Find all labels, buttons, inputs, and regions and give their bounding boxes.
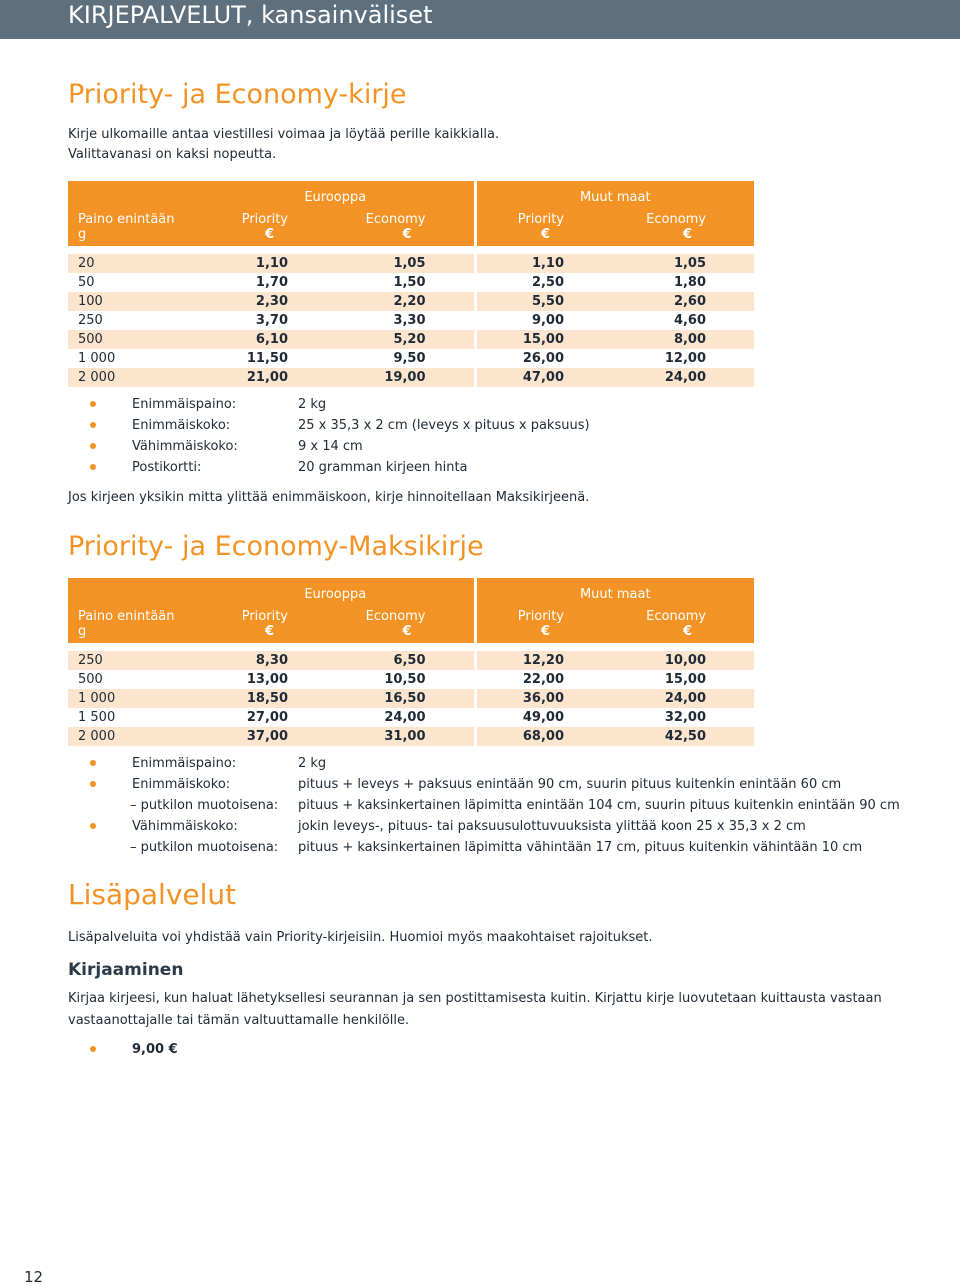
subsection-title-registered: Kirjaaminen	[68, 960, 184, 980]
price-cell: 9,50	[393, 351, 426, 366]
price-cell: 15,00	[475, 330, 612, 349]
spec-value: pituus + leveys + paksuus enintään 90 cm, suurin pituus kuitenkin enintään 60 cm	[298, 777, 842, 792]
price-cell: 18,50	[197, 689, 336, 708]
price-cell: 1,50	[393, 275, 426, 290]
price-cell: 42,50	[612, 727, 754, 746]
weight-cell: 500	[78, 672, 103, 687]
table-row	[68, 368, 754, 387]
weight-cell: 2 000	[68, 727, 197, 746]
section-intro-line-2: Valittavanasi on kaksi nopeutta.	[68, 147, 277, 162]
table-row	[68, 670, 754, 689]
section-title-maxi: Priority- ja Economy-Maksikirje	[68, 531, 484, 562]
table-row	[68, 330, 754, 349]
table-row	[68, 651, 754, 670]
spec-key: Enimmäispaino:	[132, 756, 237, 771]
header-empty	[68, 181, 197, 205]
table-row	[68, 727, 754, 746]
currency-symbol: €	[197, 227, 336, 246]
col-economy-eu: Economy	[336, 205, 475, 227]
spec-key: Postikortti:	[132, 460, 202, 475]
bullet-icon	[90, 823, 96, 829]
currency-symbol: €	[612, 624, 754, 643]
header-bar	[0, 0, 960, 39]
price-cell: 21,00	[197, 368, 336, 387]
bullet-icon	[90, 760, 96, 766]
price-cell: 12,00	[664, 351, 707, 366]
group-other-countries: Muut maat	[475, 578, 754, 602]
price-cell: 2,30	[197, 292, 336, 311]
price-cell: 19,00	[336, 368, 475, 387]
bullet-icon	[90, 781, 96, 787]
price-cell: 1,10	[197, 254, 336, 273]
table-row	[68, 254, 754, 273]
section-title-extra-services: Lisäpalvelut	[68, 878, 237, 911]
price-cell: 2,20	[336, 292, 475, 311]
table-row	[68, 349, 754, 368]
spec-key: Enimmäiskoko:	[132, 777, 231, 792]
currency-symbol: €	[336, 227, 475, 246]
spec-value: 25 x 35,3 x 2 cm (leveys x pituus x paksuus)	[298, 418, 590, 433]
page-title: KIRJEPALVELUT, kansainväliset	[68, 1, 433, 29]
col-priority-other: Priority	[475, 205, 612, 227]
col-priority-eu: Priority	[197, 602, 336, 624]
spec-value: pituus + kaksinkertainen läpimitta vähintään 17 cm, pituus kuitenkin vähintään 10 cm	[298, 840, 863, 855]
bullet-icon	[90, 464, 96, 470]
weight-label: Paino enintään	[68, 205, 197, 227]
price-cell: 36,00	[475, 689, 612, 708]
price-cell: 9,00	[475, 311, 612, 330]
col-priority-eu: Priority	[197, 205, 336, 227]
weight-cell: 1 500	[78, 710, 116, 725]
price-cell: 2,50	[475, 273, 612, 292]
price-cell: 8,30	[197, 651, 336, 670]
weight-cell: 50	[78, 275, 95, 290]
price-cell: 22,00	[475, 670, 612, 689]
section-intro-line-1: Kirje ulkomaille antaa viestillesi voimaa ja löytää perille kaikkialla.	[68, 127, 500, 142]
weight-cell: 1 000	[68, 689, 197, 708]
spec-value: 9 x 14 cm	[298, 439, 363, 454]
price-cell: 47,00	[475, 368, 612, 387]
spec-value: jokin leveys-, pituus- tai paksuusulottuvuuksista ylittää koon 25 x 35,3 x 2 cm	[298, 819, 806, 834]
price-cell: 27,00	[246, 710, 288, 725]
weight-cell: 20	[68, 254, 197, 273]
bullet-icon	[90, 443, 96, 449]
maxi-note: Jos kirjeen yksikin mitta ylittää enimmäiskoon, kirje hinnoitellaan Maksikirjeenä.	[68, 490, 590, 505]
price-cell: 31,00	[336, 727, 475, 746]
weight-cell: 1 000	[78, 351, 116, 366]
spec-key: Vähimmäiskoko:	[132, 819, 238, 834]
weight-label: Paino enintään	[68, 602, 197, 624]
price-cell: 1,10	[475, 254, 612, 273]
extra-services-intro: Lisäpalveluita voi yhdistää vain Priority-kirjeisiin. Huomioi myös maakohtaiset rajoitukset.	[68, 930, 653, 945]
col-economy-other: Economy	[612, 602, 754, 624]
currency-symbol: €	[475, 624, 612, 643]
spec-key: – putkilon muotoisena:	[130, 840, 279, 855]
price-cell: 1,70	[255, 275, 288, 290]
currency-symbol: €	[336, 624, 475, 643]
price-cell: 10,00	[612, 651, 754, 670]
price-cell: 5,20	[336, 330, 475, 349]
price-cell: 8,00	[612, 330, 754, 349]
registered-price: 9,00 €	[132, 1042, 178, 1057]
bullet-icon	[90, 1046, 96, 1052]
weight-cell: 250	[78, 313, 103, 328]
spec-key: Vähimmäiskoko:	[132, 439, 238, 454]
group-europe: Eurooppa	[197, 181, 475, 205]
currency-symbol: €	[197, 624, 336, 643]
table-row	[68, 292, 754, 311]
spec-value: pituus + kaksinkertainen läpimitta enintään 104 cm, suurin pituus kuitenkin enintään 90 cm	[298, 798, 900, 813]
price-cell: 11,50	[246, 351, 288, 366]
spec-key: Enimmäispaino:	[132, 397, 237, 412]
price-cell: 5,50	[475, 292, 612, 311]
bullet-icon	[90, 422, 96, 428]
price-cell: 24,00	[612, 368, 754, 387]
table-row	[68, 311, 754, 330]
price-cell: 13,00	[246, 672, 288, 687]
price-cell: 24,00	[612, 689, 754, 708]
weight-cell: 500	[68, 330, 197, 349]
weight-cell: 100	[68, 292, 197, 311]
registered-body-line-2: vastaanottajalle tai tämän valtuuttamalle henkilölle.	[68, 1013, 410, 1028]
price-cell: 24,00	[384, 710, 426, 725]
table-row	[68, 708, 754, 727]
price-cell: 16,50	[336, 689, 475, 708]
price-cell: 2,60	[612, 292, 754, 311]
price-cell: 1,05	[612, 254, 754, 273]
price-cell: 32,00	[664, 710, 707, 725]
price-cell: 3,30	[393, 313, 426, 328]
weight-cell: 2 000	[68, 368, 197, 387]
price-cell: 12,20	[475, 651, 612, 670]
weight-unit: g	[68, 624, 197, 643]
price-cell: 26,00	[475, 349, 612, 368]
weight-unit: g	[68, 227, 197, 246]
table-row	[68, 689, 754, 708]
currency-symbol: €	[612, 227, 754, 246]
page-number: 12	[24, 1268, 44, 1286]
group-other-countries: Muut maat	[475, 181, 754, 205]
price-cell: 1,80	[673, 275, 707, 290]
col-economy-eu: Economy	[336, 602, 475, 624]
price-cell: 68,00	[475, 727, 612, 746]
price-cell: 10,50	[384, 672, 426, 687]
spec-key: – putkilon muotoisena:	[130, 798, 279, 813]
section-title-letter: Priority- ja Economy-kirje	[68, 79, 407, 110]
price-cell: 37,00	[197, 727, 336, 746]
price-cell: 15,00	[664, 672, 707, 687]
price-cell: 6,10	[197, 330, 336, 349]
spec-value: 2 kg	[298, 756, 327, 771]
currency-symbol: €	[475, 227, 612, 246]
bullet-icon	[90, 401, 96, 407]
spec-value: 20 gramman kirjeen hinta	[298, 460, 468, 475]
price-cell: 1,05	[336, 254, 475, 273]
price-table-letter	[68, 181, 754, 387]
price-cell: 3,70	[255, 313, 288, 328]
table-row	[68, 273, 754, 292]
spec-key: Enimmäiskoko:	[132, 418, 231, 433]
registered-body-line-1: Kirjaa kirjeesi, kun haluat lähetyksellesi seurannan ja sen postittamisesta kuitin. Kirjattu kirje luovutetaan kuittausta vastaan	[68, 991, 882, 1006]
spec-value: 2 kg	[298, 397, 327, 412]
price-table-maxi	[68, 578, 754, 746]
price-cell: 49,00	[475, 708, 612, 727]
group-europe: Eurooppa	[197, 578, 475, 602]
col-economy-other: Economy	[612, 205, 754, 227]
header-empty	[68, 578, 197, 602]
price-cell: 6,50	[336, 651, 475, 670]
weight-cell: 250	[68, 651, 197, 670]
col-priority-other: Priority	[475, 602, 612, 624]
price-cell: 4,60	[673, 313, 707, 328]
